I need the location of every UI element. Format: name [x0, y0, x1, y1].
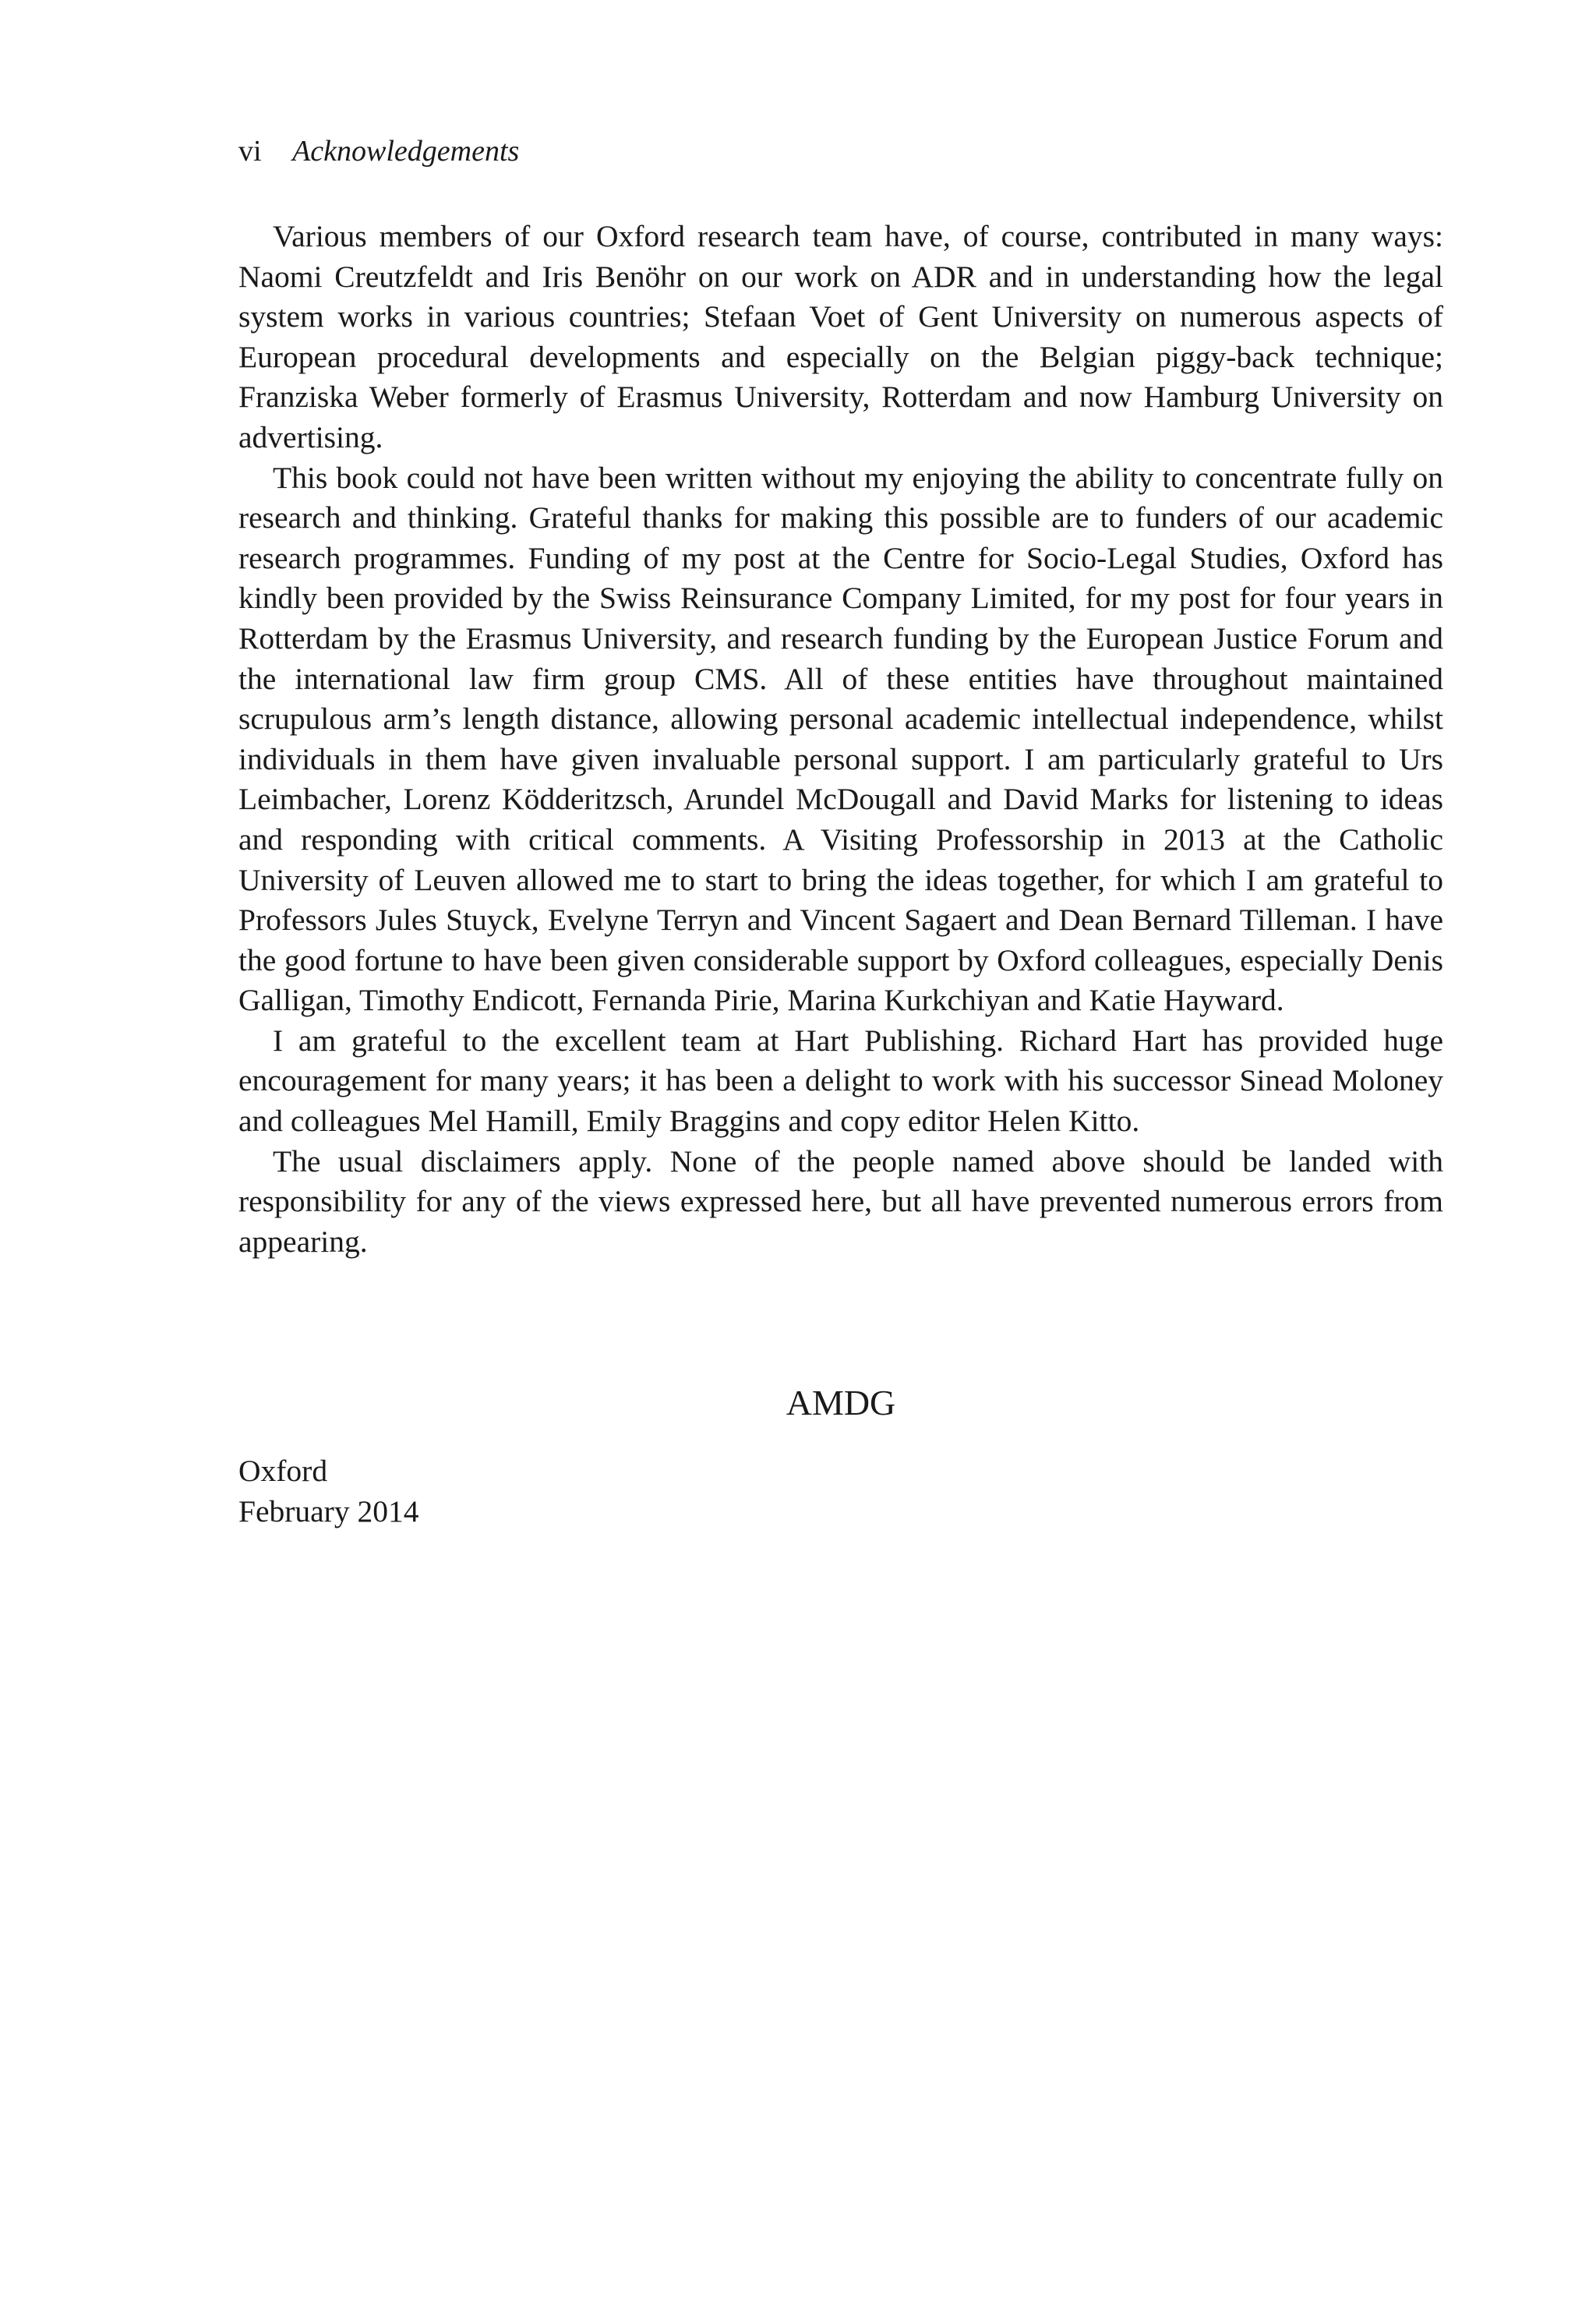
paragraph-funding: This book could not have been written without my enjoying the ability to concentrate fully on research and thinking. Grateful thanks for making this possible are to funders of our academic research programmes. Funding of my post at the Centre for Socio-Legal Studies, Oxford has kindly been provided by the Swiss Reinsurance Company Limited, for my post for four years in Rotterdam by the Erasmus University, and research funding by the European Justice Forum and the international law firm group CMS. All of these entities have throughout maintained scrupulous arm’s length distance, allowing personal academic intellectual independence, whilst individuals in them have given invaluable personal support. I am particularly grateful to Urs Leimbacher, Lorenz Ködderitzsch, Arundel McDougall and David Marks for listening to ideas and responding with critical comments. A Visiting Professorship in 2013 at the Catholic University of Leuven allowed me to start to bring the ideas together, for which I am grateful to Professors Jules Stuyck, Evelyne Terryn and Vincent Sagaert and Dean Bernard Tilleman. I have the good fortune to have been given considerable support by Oxford colleagues, especially Denis Galligan, Timothy Endicott, Fernanda Pirie, Marina Kurkchiyan and Katie Hayward.	[238, 460, 1443, 1018]
place-date-block	[238, 1451, 418, 1532]
page-number: vi	[238, 135, 262, 168]
paragraph-publisher: I am grateful to the excellent team at Hart Publishing. Richard Hart has provided huge encouragement for many years; it has been a delight to work with his successor Sinead Moloney and colleagues Mel Hamill, Emily Braggins and copy editor Helen Kitto.	[238, 1023, 1443, 1139]
acknowledgements-body	[238, 217, 1443, 1262]
running-title: Acknowledgements	[292, 135, 520, 168]
closing-dedication: AMDG	[786, 1383, 896, 1422]
running-head	[238, 131, 519, 171]
paragraph-disclaimer: The usual disclaimers apply. None of the people named above should be landed with responsibility for any of the views expressed here, but all have prevented numerous errors from appearing.	[238, 1143, 1443, 1259]
place: Oxford	[238, 1454, 328, 1488]
date: February 2014	[238, 1493, 419, 1528]
paragraph-research-team: Various members of our Oxford research team have, of course, contributed in many ways: Naomi Creutzfeldt and Iris Benöhr on our work on ADR and in understanding how the legal system works in various countries; Stefaan Voet of Gent University on numerous aspects of European procedural developments and especially on the Belgian piggy-back technique; Franziska Weber formerly of Erasmus University, Rotterdam and now Hamburg University on advertising.	[238, 219, 1443, 454]
